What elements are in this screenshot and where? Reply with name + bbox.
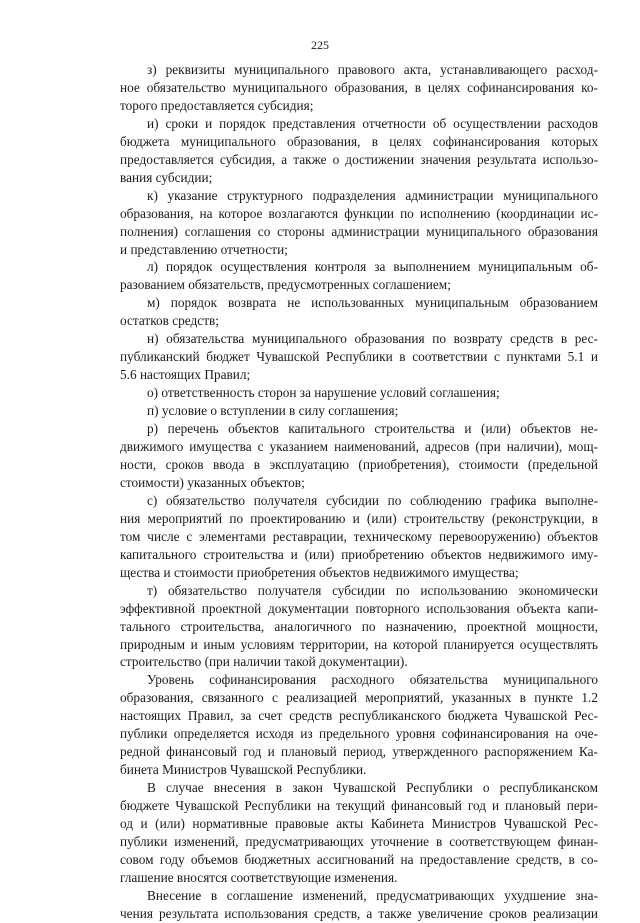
text-line: вания субсидии; (120, 169, 213, 185)
text-line: л) порядок осуществления контроля за выполнением муниципальным об- (147, 259, 598, 275)
paragraph (120, 61, 598, 115)
text-line: о) ответственность сторон за нарушение условий соглашения; (147, 385, 500, 401)
text-line: образования, на которое возлагаются функции по исполнению (координации ис- (120, 205, 598, 221)
text-line: к) указание структурного подразделения администрации муниципального (147, 187, 598, 203)
document-body (120, 61, 598, 923)
text-line: торого предоставляется субсидия; (120, 97, 314, 113)
text-line: движимого имущества с указанием наименований, адресов (при наличии), мощ- (120, 439, 598, 455)
text-line: строительство (при наличии такой документации). (120, 654, 408, 670)
text-line: тального строительства, аналогичного по назначению, проектной мощности, (120, 618, 598, 634)
text-line: остатков средств; (120, 313, 219, 329)
text-line: совом году объемов бюджетных ассигнований на предоставление средств, в со- (120, 851, 598, 867)
text-line: н) обязательства муниципального образования по возврату средств в рес- (147, 331, 598, 347)
text-line: ности, сроков ввода в эксплуатацию (приобретения), стоимости (предельной (120, 456, 598, 472)
paragraph (120, 402, 598, 420)
paragraph (120, 671, 598, 779)
text-line: р) перечень объектов капитального строительства и (или) объектов не- (147, 421, 598, 437)
text-line: разованием обязательств, предусмотренных соглашением; (120, 277, 451, 293)
paragraph (120, 779, 598, 887)
paragraph (120, 330, 598, 384)
text-line: стоимости) указанных объектов; (120, 474, 305, 490)
text-line: публиканский бюджет Чувашской Республики в соответствии с пунктами 5.1 и (120, 349, 598, 365)
text-line: предоставляется субсидия, а также о достижении значения результата использо- (120, 151, 598, 167)
text-line: од и (или) нормативные правовые акты Кабинета Министров Чувашской Рес- (120, 816, 598, 832)
text-line: публики изменений, предусматривающих уточнение в соответствующем финан- (120, 833, 598, 849)
page-number: 225 (311, 38, 329, 52)
text-line: с) обязательство получателя субсидии по соблюдению графика выполне- (147, 492, 598, 508)
text-line: образования, связанного с реализацией мероприятий, указанных в пункте 1.2 (120, 690, 598, 706)
text-line: Внесение в соглашение изменений, предусматривающих ухудшение зна- (147, 887, 598, 903)
text-line: бинета Министров Чувашской Республики. (120, 762, 367, 778)
text-line: полнения) соглашения со стороны администрации муниципального образования (120, 223, 598, 239)
text-line: и) сроки и порядок представления отчетности об осуществлении расходов (147, 115, 598, 131)
paragraph (120, 294, 598, 330)
paragraph (120, 187, 598, 259)
text-line: том числе с элементами реставрации, техническому перевооружению) объектов (120, 528, 598, 544)
text-line: капитального строительства и (или) приобретению объектов недвижимого иму- (120, 546, 598, 562)
paragraph (120, 258, 598, 294)
text-line: з) реквизиты муниципального правового акта, устанавливающего расход- (147, 62, 598, 77)
text-line: бюджете Чувашской Республики на текущий финансовый год и плановый пери- (120, 798, 598, 814)
text-line: п) условие о вступлении в силу соглашения; (147, 403, 399, 419)
text-line: м) порядок возврата не использованных муниципальным образованием (147, 295, 598, 311)
text-line: В случае внесения в закон Чувашской Республики о республиканском (147, 780, 598, 796)
text-line: ное обязательство муниципального образования, в целях софинансирования ко- (120, 79, 598, 95)
text-line: бюджета муниципального образования, в целях софинансирования которых (120, 133, 598, 149)
text-line: глашение вносятся соответствующие изменения. (120, 869, 398, 885)
text-line: редной финансовый год и плановый период, утвержденного распоряжением Ка- (120, 744, 598, 760)
text-line: 5.6 настоящих Правил; (120, 367, 251, 383)
text-line: настоящих Правил, за счет средств республиканского бюджета Чувашской Рес- (120, 708, 598, 724)
text-line: и представлению отчетности; (120, 241, 288, 257)
text-line: Уровень софинансирования расходного обязательства муниципального (147, 672, 598, 688)
text-line: чения результата использования средств, а также увеличение сроков реализации (120, 905, 598, 921)
paragraph (120, 582, 598, 672)
text-line: эффективной проектной документации повторного использования объекта капи- (120, 600, 598, 616)
paragraph (120, 384, 598, 402)
text-line: публики определяется исходя из предельного уровня софинансирования на оче- (120, 726, 598, 742)
paragraph (120, 420, 598, 492)
text-line: т) обязательство получателя субсидии по использованию экономически (147, 582, 598, 598)
text-line: природным и иным условиям территории, на которой планируется осуществлять (120, 636, 598, 652)
paragraph (120, 492, 598, 582)
paragraph (120, 115, 598, 187)
text-line: ния мероприятий по проектированию и (или) строительству (реконструкции, в (120, 510, 598, 526)
text-line: щества и стоимости приобретения объектов недвижимого имущества; (120, 564, 519, 580)
